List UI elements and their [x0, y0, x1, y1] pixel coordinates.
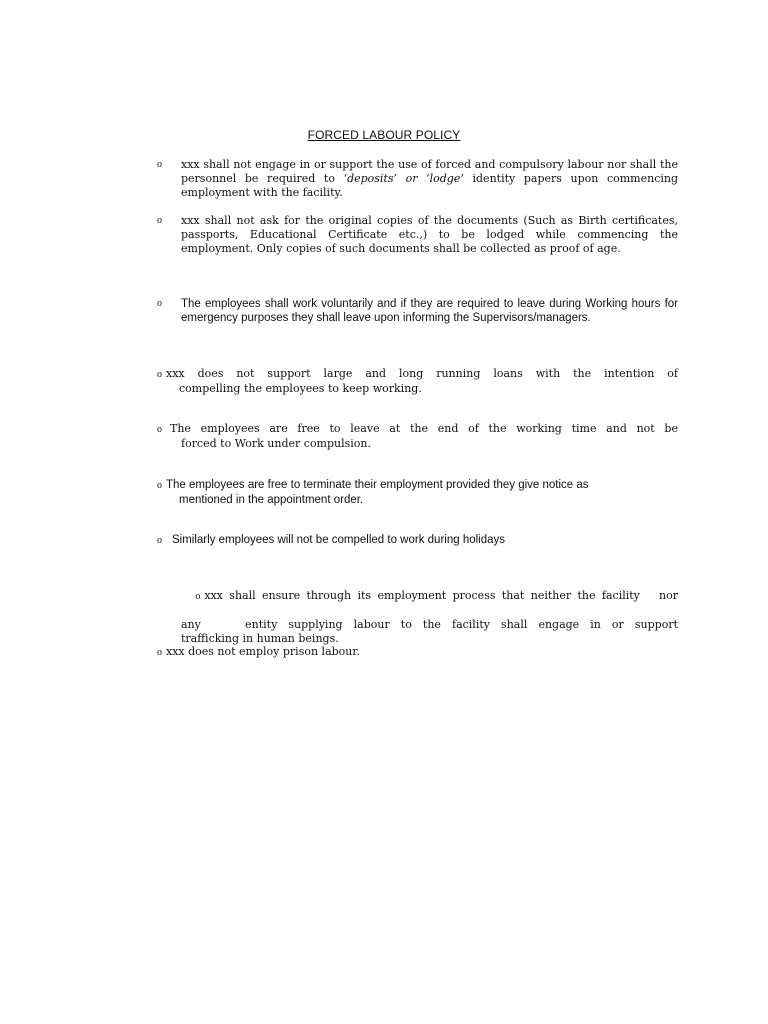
policy-text-part: xxx shall not engage in or support the use of forced and compulsory labour nor shall the personnel be required to [181, 158, 678, 185]
policy-text-italic: ‘deposits’ or ‘lodge’ [343, 172, 464, 185]
policy-text-line: any entity supplying labour to the facility shall engage in or support [181, 618, 678, 631]
policy-text-line: forced to Work under compulsion. [181, 437, 372, 450]
list-item [157, 158, 678, 202]
bullet-marker: o [195, 591, 201, 602]
bullet-marker: o [157, 424, 162, 435]
bullet-marker: o [157, 647, 162, 658]
policy-text-line: The employees are free to terminate their employment provided they give notice as [166, 479, 589, 491]
list-item [157, 297, 678, 341]
list-item [157, 214, 678, 272]
bullet-marker: o [157, 298, 162, 309]
policy-text-line: xxx does not support large and long running loans with the intention of [166, 367, 678, 380]
list-item [157, 478, 678, 508]
policy-text-line: Similarly employees will not be compelled to work during holidays [172, 534, 506, 546]
list-item [157, 645, 678, 661]
list-item [157, 533, 678, 549]
policy-text-line: The employees are free to leave at the end of the working time and not be [170, 422, 678, 435]
policy-text-line: xxx does not employ prison labour. [166, 645, 360, 658]
policy-text-line: mentioned in the appointment order. [179, 494, 364, 506]
page-title: FORCED LABOUR POLICY [307, 128, 461, 142]
bullet-marker: o [157, 159, 162, 170]
policy-text: xxx shall not ask for the original copies of the documents (Such as Birth certificates, passports, Educational Certificate etc.,) to be lodged while commencing the employment. Only copies of such documents shall be collected as proof of age. [181, 214, 678, 255]
bullet-marker: o [157, 215, 162, 226]
bullet-marker: o [157, 480, 162, 491]
bullet-marker: o [157, 535, 162, 546]
list-item [157, 367, 678, 397]
policy-text: The employees shall work voluntarily and if they are required to leave during Working hours for emergency purposes they shall leave upon informing the Supervisors/managers. [181, 298, 678, 324]
policy-text-line: xxx shall ensure through its employment process that neither the facility nor [204, 589, 679, 602]
policy-text-line: trafficking in human beings. [181, 632, 339, 645]
policy-text-line: compelling the employees to keep working. [179, 382, 422, 395]
policy-text-part: identity papers upon commencing employment with the facility. [181, 172, 679, 199]
list-item [157, 422, 678, 452]
list-item [157, 575, 679, 645]
policy-text [181, 158, 678, 200]
bullet-marker: o [157, 369, 162, 380]
